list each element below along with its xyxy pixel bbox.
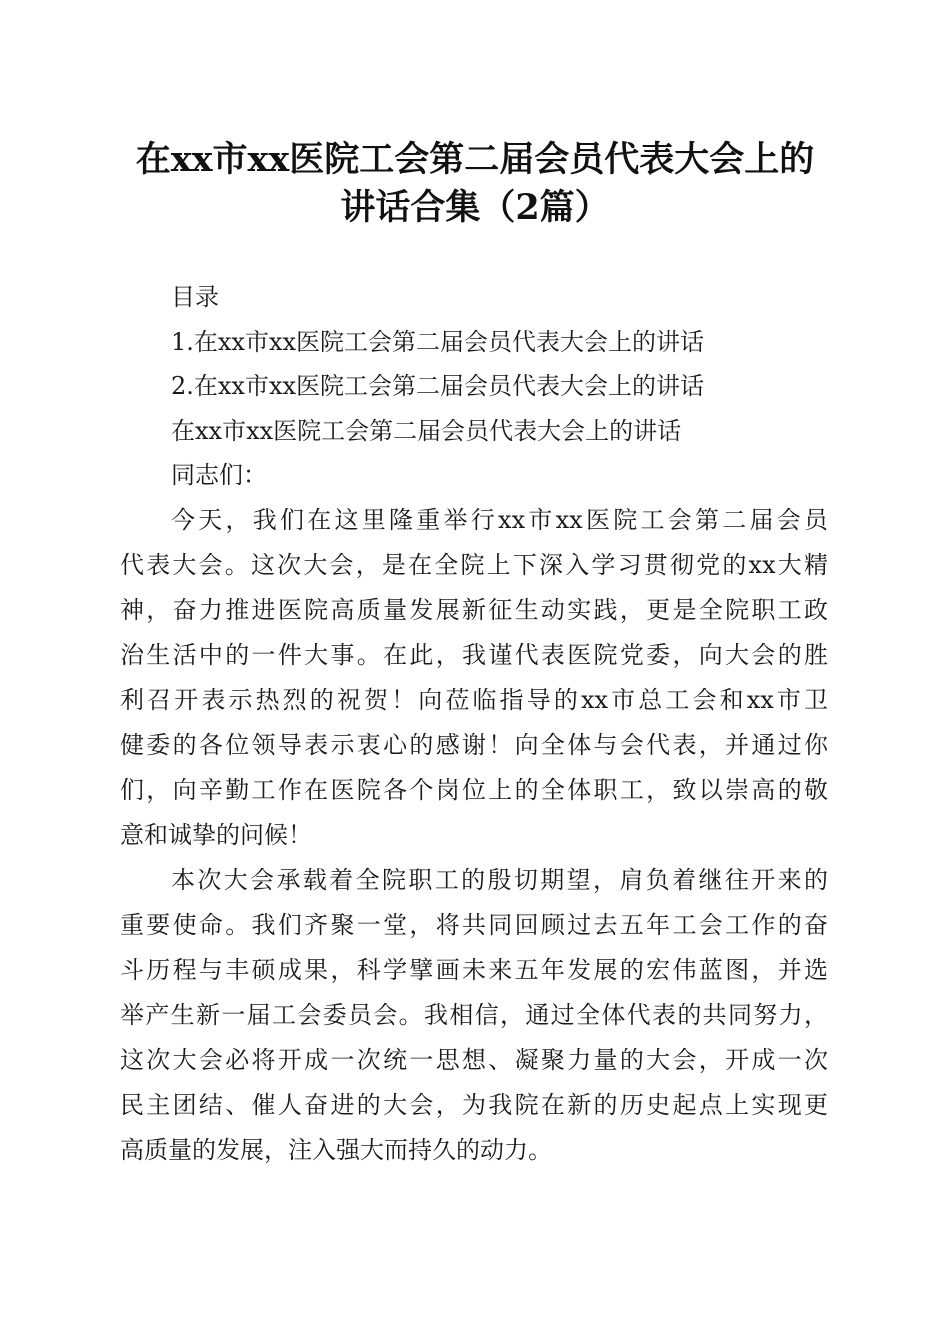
paragraph-1-line-1: 今天，我们在这里隆重举行xx市xx医院工会第二届会员 <box>171 506 828 534</box>
paragraph-1-line-3: 神，奋力推进医院高质量发展新征生动实践，更是全院职工政 <box>120 596 828 624</box>
paragraph-2-line-1: 本次大会承载着全院职工的殷切期望，肩负着继往开来的 <box>171 866 828 894</box>
paragraph-2-line-5: 这次大会必将开成一次统一思想、凝聚力量的大会，开成一次 <box>120 1046 828 1074</box>
paragraph-1-line-6: 健委的各位领导表示衷心的感谢！向全体与会代表，并通过你 <box>120 731 828 759</box>
paragraph-2-line-4: 举产生新一届工会委员会。我相信，通过全体代表的共同努力， <box>120 1001 828 1029</box>
paragraph-2-line-3: 斗历程与丰硕成果，科学擘画未来五年发展的宏伟蓝图，并选 <box>120 956 828 984</box>
document-title-line-2: 讲话合集（2篇） <box>340 187 610 228</box>
paragraph-1-line-8: 意和诚挚的问候！ <box>120 821 312 849</box>
section-title: 在xx市xx医院工会第二届会员代表大会上的讲话 <box>171 417 682 445</box>
toc-item-2: 2.在xx市xx医院工会第二届会员代表大会上的讲话 <box>171 372 705 400</box>
toc-heading: 目录 <box>171 283 219 311</box>
paragraph-2-line-7: 高质量的发展，注入强大而持久的动力。 <box>120 1136 552 1164</box>
paragraph-2-line-2: 重要使命。我们齐聚一堂，将共同回顾过去五年工会工作的奋 <box>120 911 828 939</box>
paragraph-1-line-4: 治生活中的一件大事。在此，我谨代表医院党委，向大会的胜 <box>120 641 828 669</box>
salutation: 同志们： <box>171 461 267 489</box>
paragraph-1-line-5: 利召开表示热烈的祝贺！向莅临指导的xx市总工会和xx市卫 <box>120 686 828 714</box>
toc-item-1: 1.在xx市xx医院工会第二届会员代表大会上的讲话 <box>171 328 705 356</box>
paragraph-1-line-2: 代表大会。这次大会，是在全院上下深入学习贯彻党的xx大精 <box>120 551 828 579</box>
paragraph-1-line-7: 们，向辛勤工作在医院各个岗位上的全体职工，致以崇高的敬 <box>120 776 828 804</box>
paragraph-2-line-6: 民主团结、催人奋进的大会，为我院在新的历史起点上实现更 <box>120 1091 828 1119</box>
document-title-line-1: 在xx市xx医院工会第二届会员代表大会上的 <box>135 139 815 180</box>
